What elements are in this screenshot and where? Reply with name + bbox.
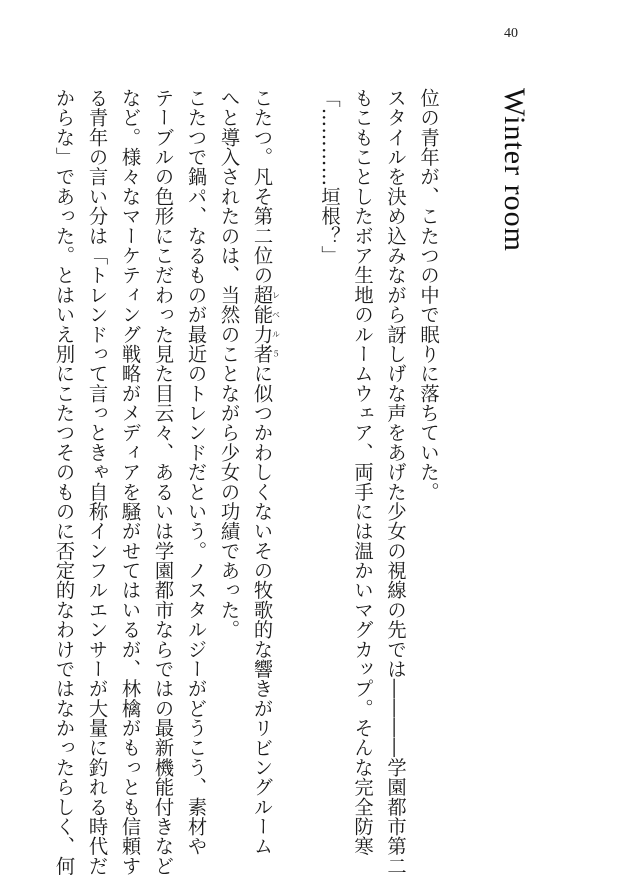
ruby-word [250,284,281,364]
text-line: る青年の言い分は「トレンドって言っときゃ自称インフルエンサーが大量に釣れる時代だ [85,88,109,876]
text-line: からな」であった。とはいえ別にこたつそのものに否定的なわけではなかったらしく、何 [52,88,76,876]
text-line: こたつで鍋パ、なるものが最近のトレンドだという。ノスタルジーがどうこう、素材や [184,88,208,856]
text-line: 「…………垣根？」 [318,88,341,266]
text-line [246,88,281,856]
text-segment: こたつ。凡そ第二位の [250,88,274,285]
text-line: 位の青年が、こたつの中で眠りに落ちていた。 [417,88,440,502]
ruby-reading: レベル５ [271,284,281,364]
text-segment: に似つかわしくないその牧歌的な響きがリビングルーム [250,363,274,856]
text-line: へと導入されたのは、当然のことながら少女の功績であった。 [217,88,241,640]
text-line: スタイルを決め込みながら訝しげな声をあげた少女の視線の先では――――学園都市第二 [384,88,407,876]
text-line: など。様々なマーケティング戦略がメディアを騒がせてはいるが、林檎がもっとも信頼す [118,88,142,876]
text-line: テーブルの色形にこだわった見た目云々、あるいは学園都市ならではの最新機能付きなど [151,88,175,876]
text-line: もこもことしたボア生地のルームウェア、両手には温かいマグカップ。そんな完全防寒 [351,88,374,856]
body-text [48,88,446,876]
chapter-title: Winter room [498,88,531,252]
paragraph-gap [280,88,313,810]
page-number: 40 [504,26,518,41]
ruby-base: 超能力者 [250,284,274,364]
